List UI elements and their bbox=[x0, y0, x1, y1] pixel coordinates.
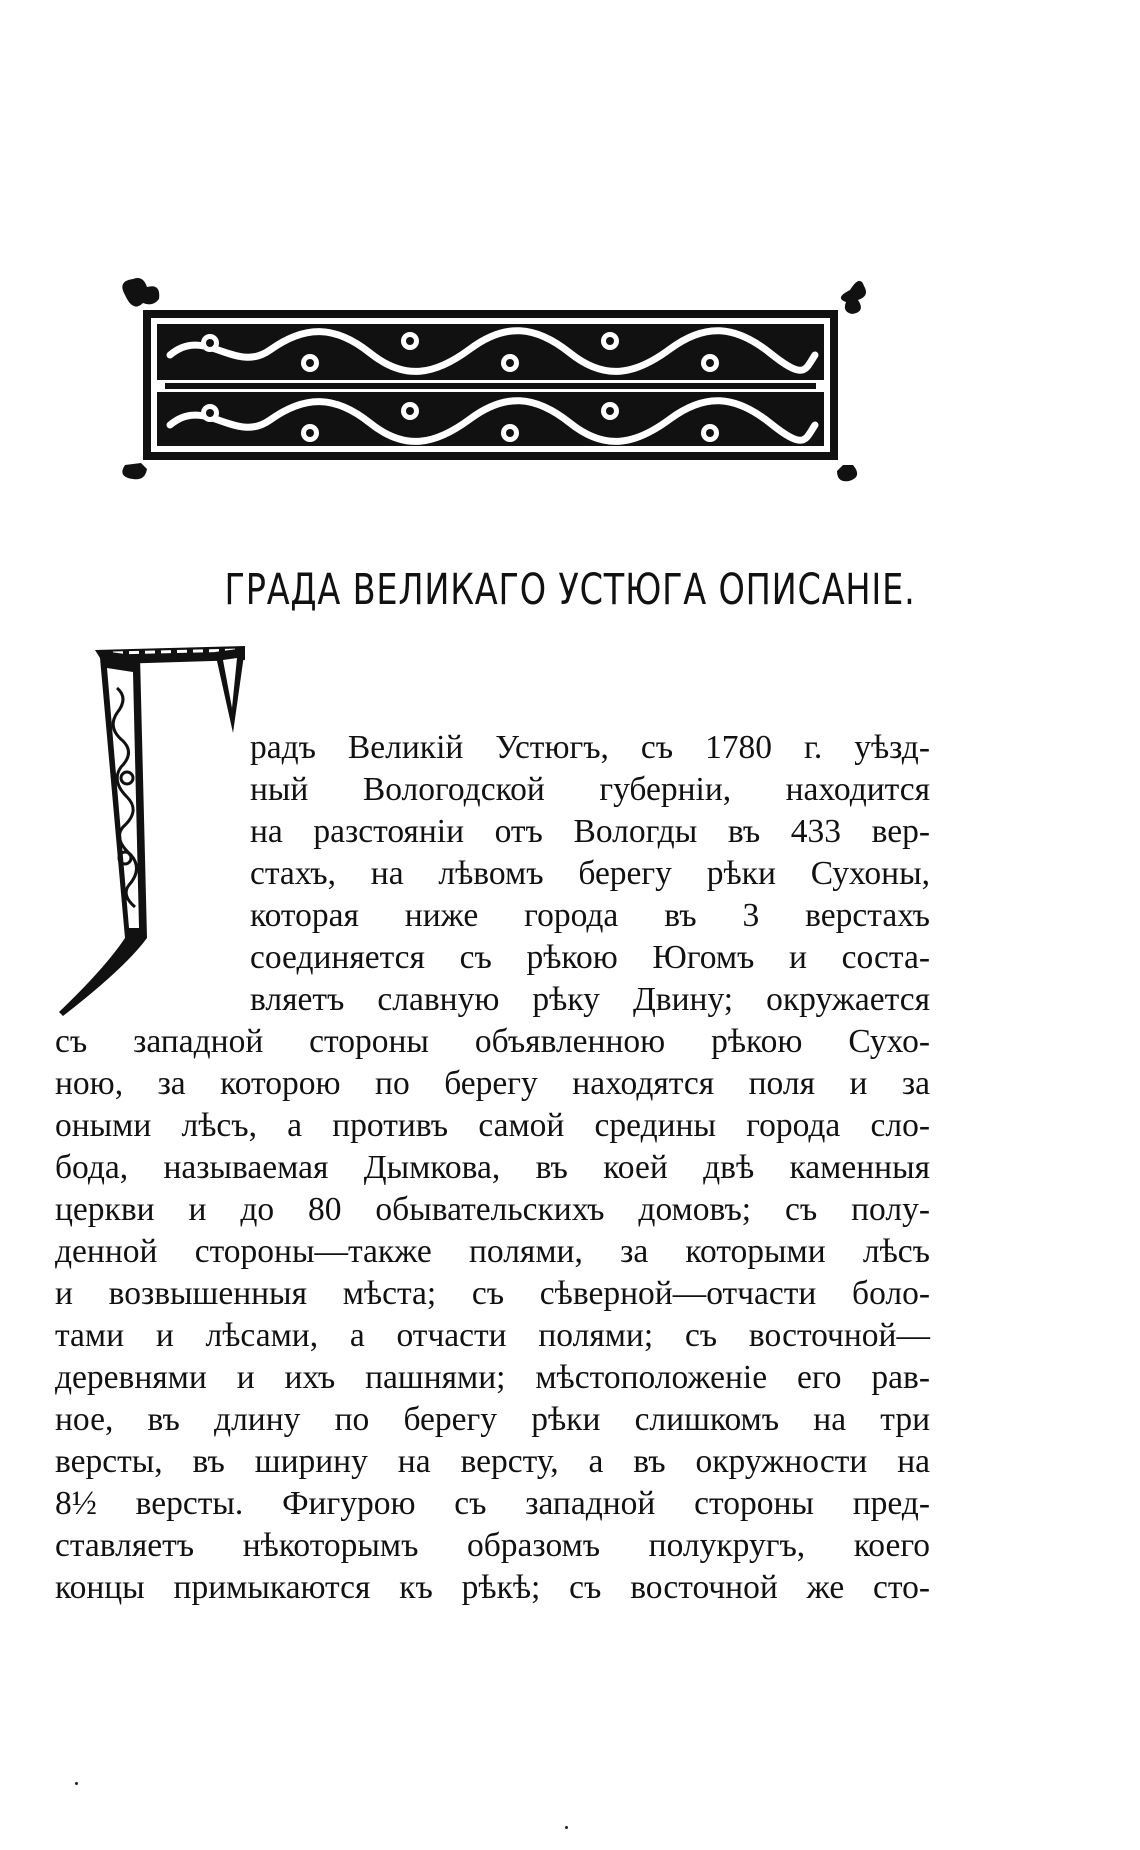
text-line: соединяется съ рѣкою Югомъ и соста- bbox=[250, 939, 930, 976]
text-line: ставляетъ нѣкоторымъ образомъ полукругъ, коего bbox=[55, 1527, 930, 1564]
text-line: денной стороны—также полями, за которыми лѣсъ bbox=[55, 1233, 930, 1270]
text-line: радъ Великій Устюгъ, съ 1780 г. уѣзд- bbox=[250, 729, 930, 766]
drop-cap-initial bbox=[55, 638, 255, 1023]
text-line: стахъ, на лѣвомъ берегу рѣки Сухоны, bbox=[250, 855, 930, 892]
text-line: бода, называемая Дымкова, въ коей двѣ каменныя bbox=[55, 1149, 930, 1186]
print-speck bbox=[565, 1826, 568, 1829]
text-line: деревнями и ихъ пашнями; мѣстоположеніе его рав- bbox=[55, 1359, 930, 1396]
text-line: которая ниже города въ 3 верстахъ bbox=[250, 897, 930, 934]
text-line: концы примыкаются къ рѣкѣ; съ восточной же сто- bbox=[55, 1569, 930, 1606]
text-line: версты, въ ширину на версту, а въ окружности на bbox=[55, 1443, 930, 1480]
text-line: ный Вологодской губерніи, находится bbox=[250, 771, 930, 808]
text-line: на разстояніи отъ Вологды въ 433 вер- bbox=[250, 813, 930, 850]
text-line: оными лѣсъ, а противъ самой средины города сло- bbox=[55, 1107, 930, 1144]
page-title: ГРАДА ВЕЛИКАГО УСТЮГА ОПИСАНІЕ. bbox=[224, 565, 916, 615]
text-line: ное, въ длину по берегу рѣки слишкомъ на три bbox=[55, 1401, 930, 1438]
text-line: ною, за которою по берегу находятся поля и за bbox=[55, 1065, 930, 1102]
text-line: съ западной стороны объявленною рѣкою Сухо- bbox=[55, 1023, 930, 1060]
ornamental-headpiece bbox=[115, 275, 875, 485]
text-line: вляетъ славную рѣку Двину; окружается bbox=[250, 981, 930, 1018]
text-line: и возвышенныя мѣста; съ сѣверной—отчасти боло- bbox=[55, 1275, 930, 1312]
text-line: 8½ версты. Фигурою съ западной стороны пред- bbox=[55, 1485, 930, 1522]
text-line: тами и лѣсами, а отчасти полями; съ восточной— bbox=[55, 1317, 930, 1354]
print-speck bbox=[75, 1782, 78, 1785]
text-line: церкви и до 80 обывательскихъ домовъ; съ полу- bbox=[55, 1191, 930, 1228]
